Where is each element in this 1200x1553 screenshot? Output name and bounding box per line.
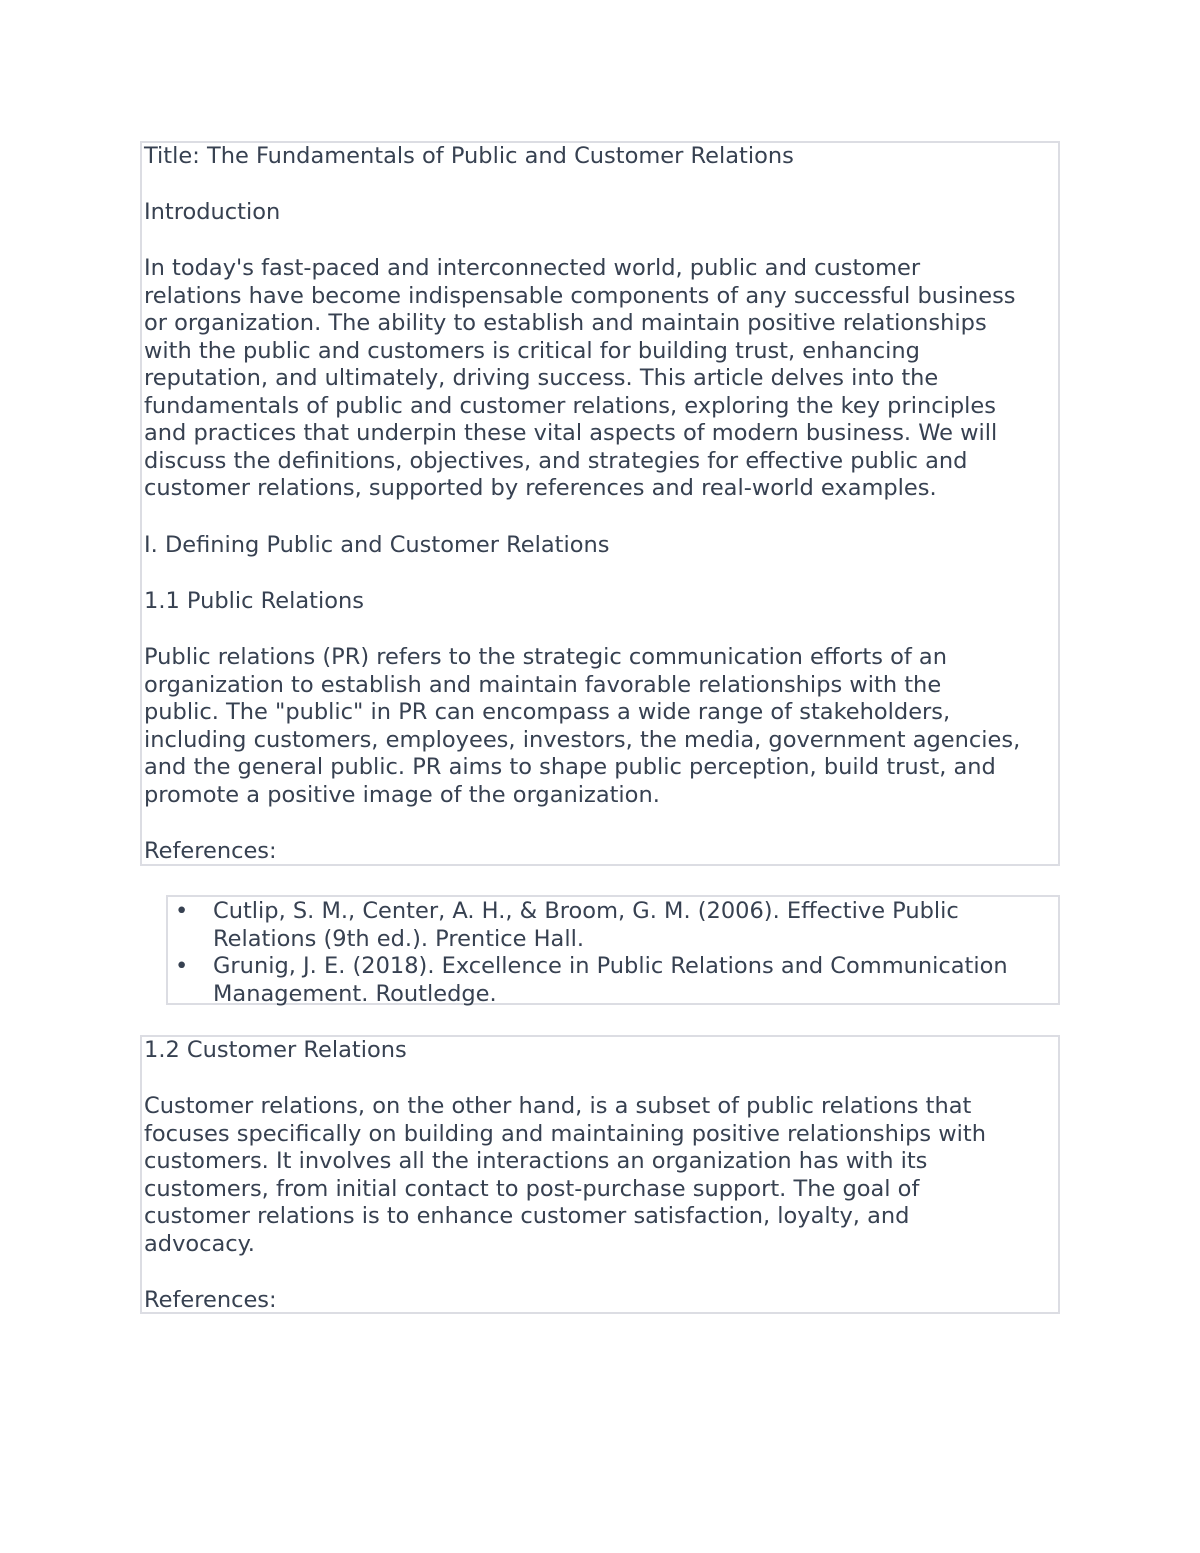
paragraph-line: customer relations is to enhance customer satisfaction, loyalty, and [144,1203,910,1229]
section-heading-1: I. Defining Public and Customer Relations [144,532,610,558]
subsection-heading-1-2: 1.2 Customer Relations [144,1037,407,1063]
bullet-icon: • [175,953,189,979]
paragraph-line: including customers, employees, investors, the media, government agencies, [144,726,1021,753]
paragraph-line: promote a positive image of the organization. [144,781,660,808]
paragraph-line: with the public and customers is critical for building trust, enhancing [144,337,920,364]
paragraph-line: or organization. The ability to establish and maintain positive relationships [144,310,987,336]
paragraph-line: In today's fast-paced and interconnected world, public and customer [144,255,921,281]
paragraph-line: discuss the definitions, objectives, and strategies for effective public and [144,447,968,474]
paragraph-line: customers, from initial contact to post-purchase support. The goal of [144,1175,920,1202]
paragraph-line: relations have become indispensable components of any successful business [144,282,1016,309]
paragraph-line: and the general public. PR aims to shape public perception, build trust, and [144,754,996,780]
reference-line: Grunig, J. E. (2018). Excellence in Public Relations and Communication [213,953,1008,979]
reference-line: Management. Routledge. [213,980,497,1007]
paragraph-line: and practices that underpin these vital aspects of modern business. We will [144,420,998,446]
paragraph-line: public. The "public" in PR can encompass a wide range of stakeholders, [144,699,951,725]
paragraph-line: reputation, and ultimately, driving success. This article delves into the [144,365,939,391]
paragraph-line: customer relations, supported by references and real-world examples. [144,475,937,501]
paragraph-line: organization to establish and maintain favorable relationships with the [144,671,942,698]
document-title: Title: The Fundamentals of Public and Customer Relations [144,143,794,169]
references-label: References: [144,1287,277,1313]
paragraph-line: Public relations (PR) refers to the strategic communication efforts of an [144,644,947,670]
intro-heading: Introduction [144,199,281,225]
reference-line: Cutlip, S. M., Center, A. H., & Broom, G. M. (2006). Effective Public [213,898,959,924]
references-label: References: [144,838,277,864]
paragraph-line: fundamentals of public and customer relations, exploring the key principles [144,392,996,419]
paragraph-line: Customer relations, on the other hand, is a subset of public relations that [144,1093,972,1119]
content-block-customer-relations [140,1035,1060,1314]
paragraph-line: focuses specifically on building and maintaining positive relationships with [144,1120,987,1147]
subsection-heading-1-1: 1.1 Public Relations [144,588,365,614]
paragraph-line: advocacy. [144,1230,255,1257]
references-list [166,895,1060,1005]
content-block-intro [140,141,1060,866]
bullet-icon: • [175,898,189,924]
reference-line: Relations (9th ed.). Prentice Hall. [213,925,584,952]
paragraph-line: customers. It involves all the interactions an organization has with its [144,1148,928,1174]
